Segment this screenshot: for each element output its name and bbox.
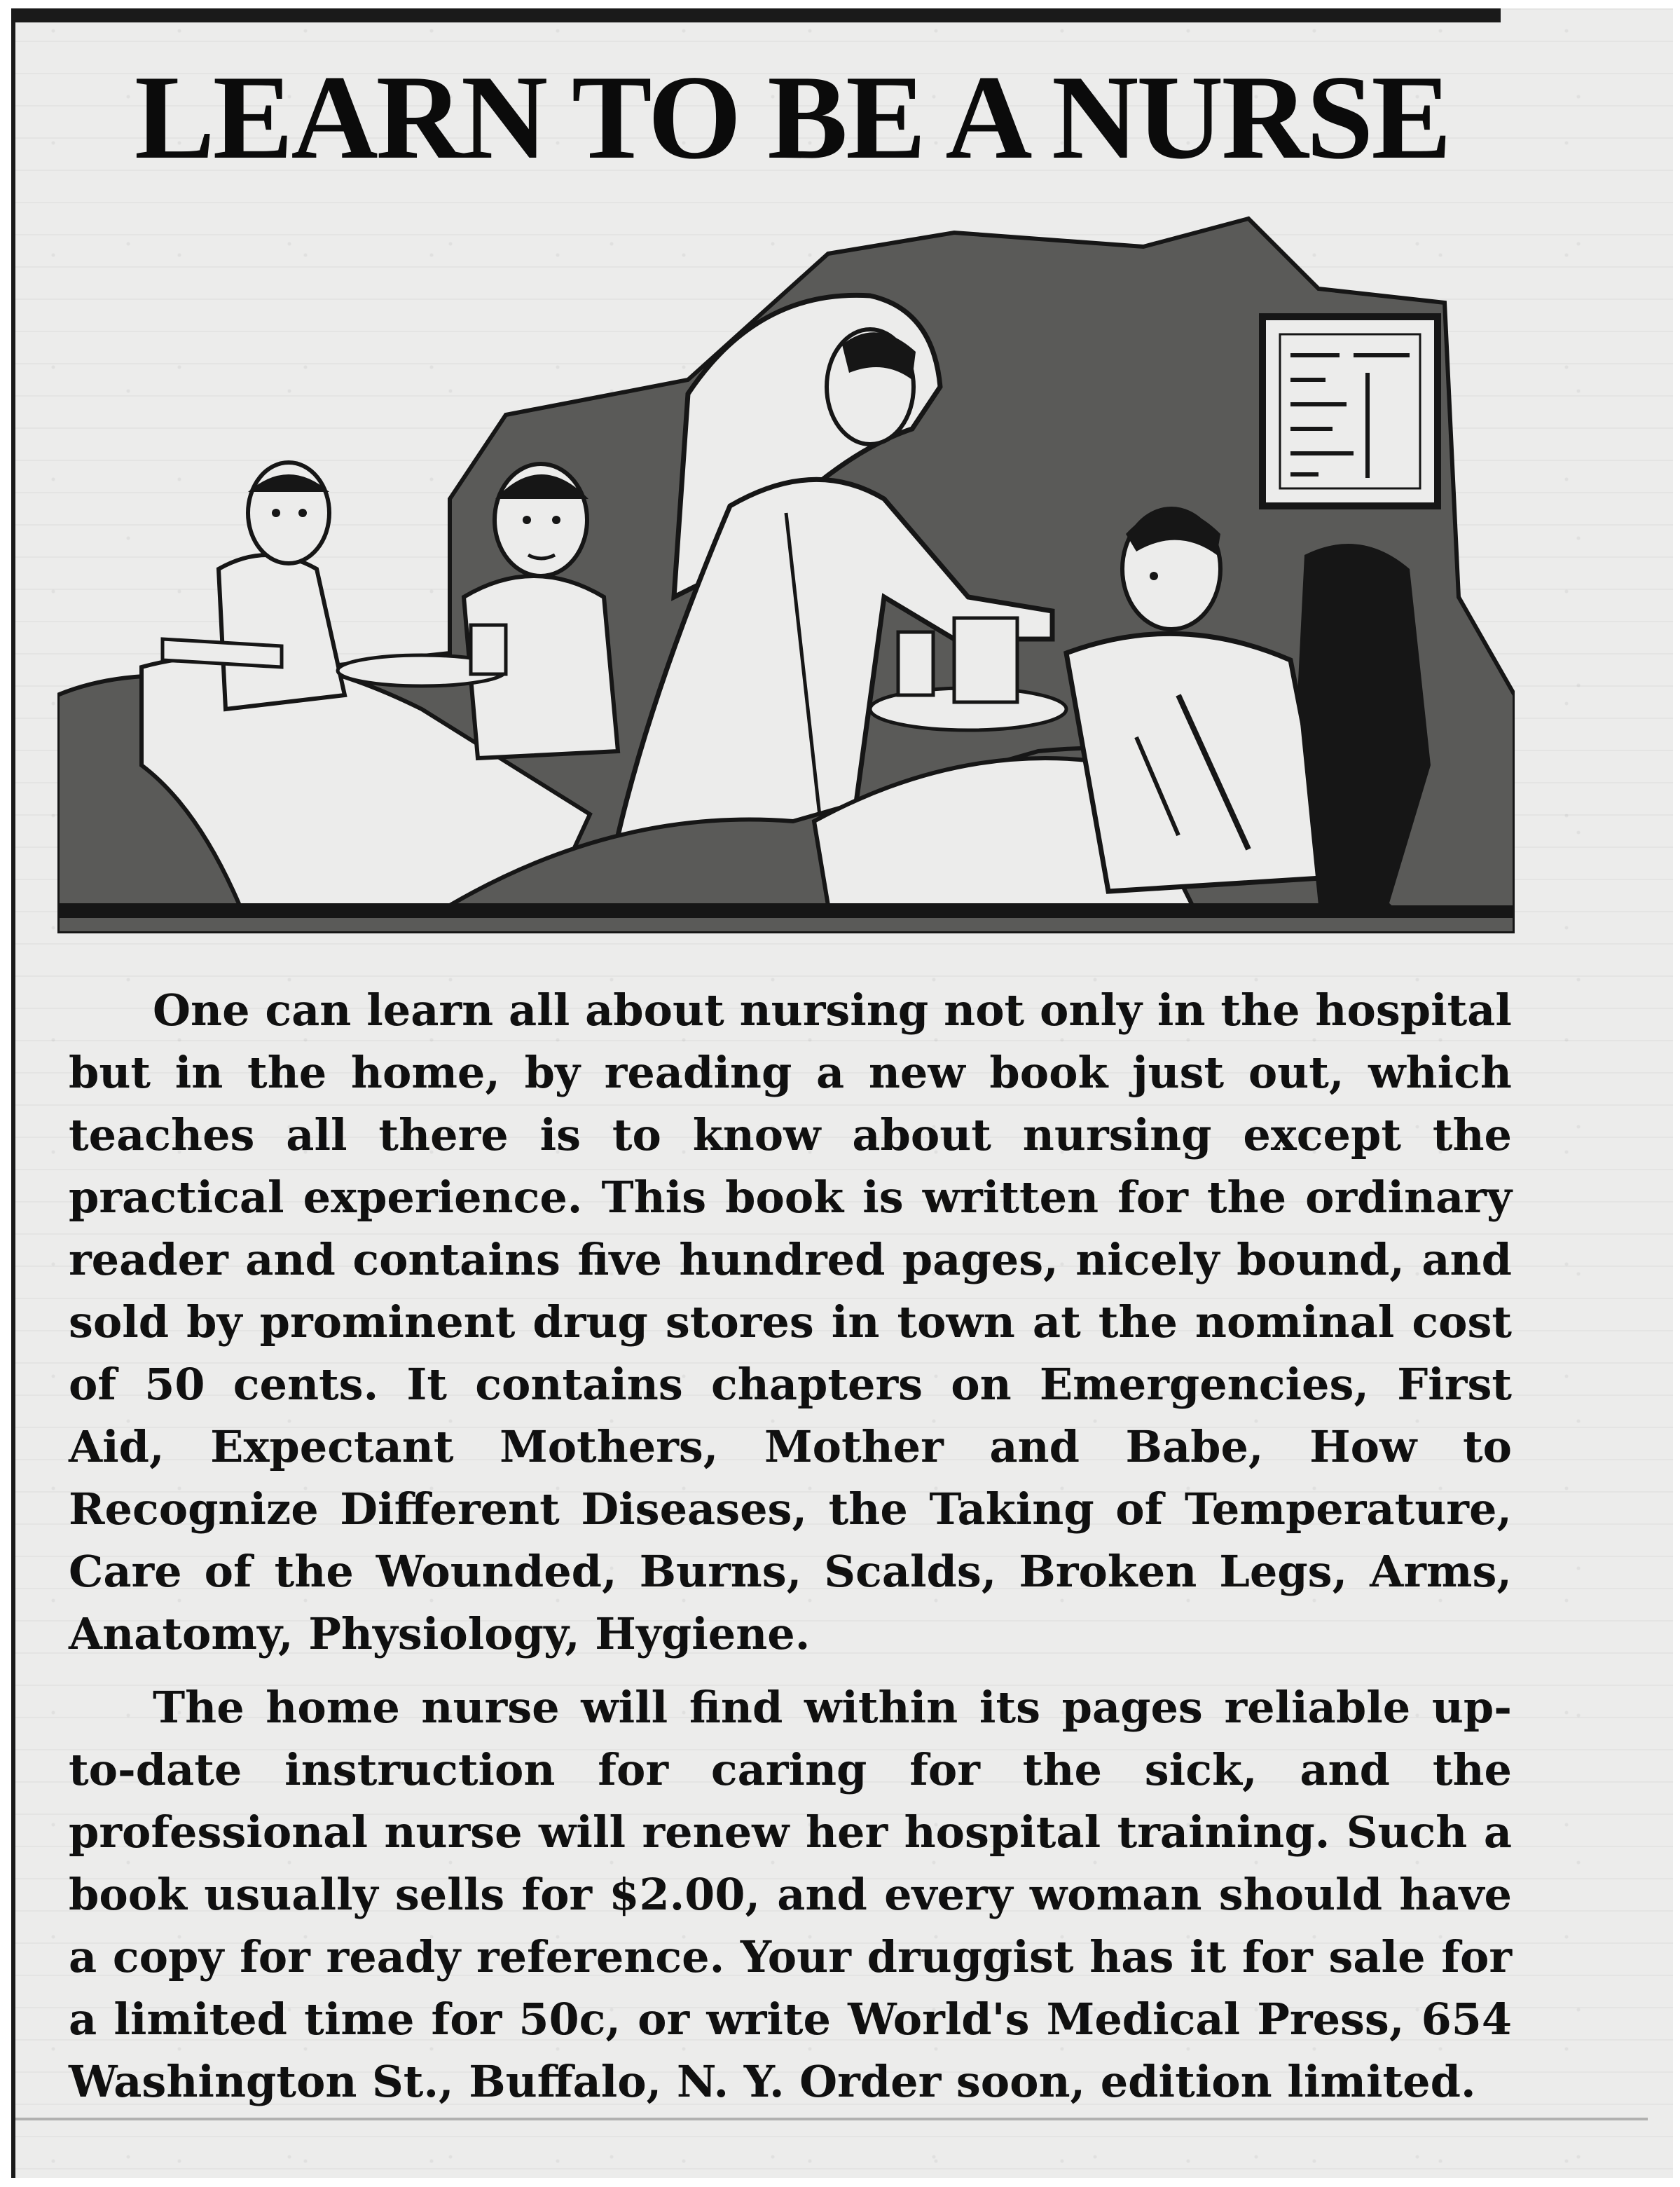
newspaper-clipping bbox=[11, 8, 1673, 2178]
nurse-feeding-patient-icon bbox=[57, 205, 1515, 933]
ad-headline: LEARN TO BE A NURSE bbox=[135, 51, 1450, 184]
bottom-border-rule bbox=[15, 2118, 1648, 2120]
top-border-rule bbox=[15, 8, 1501, 22]
ad-body-text bbox=[69, 979, 1512, 2124]
hospital-ward-illustration bbox=[57, 205, 1515, 933]
body-paragraph: One can learn all about nursing not only in the hospital but in the home, by reading a new book just out, which teaches all there is to know about nursing except the practical experience. This book is written for the ordinary reader and contains five hundred pages, nicely bound, and sold by prominent drug stores in town at the nominal cost of 50 cents. It contains chapters on Emergencies, First Aid, Expectant Mothers, Mother and Babe, How to Recognize Different Diseases, the Taking of Temperature, Care of the Wounded, Burns, Scalds, Broken Legs, Arms, Anatomy, Physiology, Hygiene. bbox=[69, 985, 1512, 1659]
body-paragraph: The home nurse will find within its pages reliable up-to-date instruction for caring for the sick, and the professional nurse will renew her hospital training. Such a book usually sells for $2.00, and every woman should have a copy for ready reference. Your druggist has it for sale for a limited time for 50c, or write World's Medical Press, 654 Washington St., Buffalo, N. Y. Order soon, edition limited. bbox=[69, 1682, 1512, 2107]
